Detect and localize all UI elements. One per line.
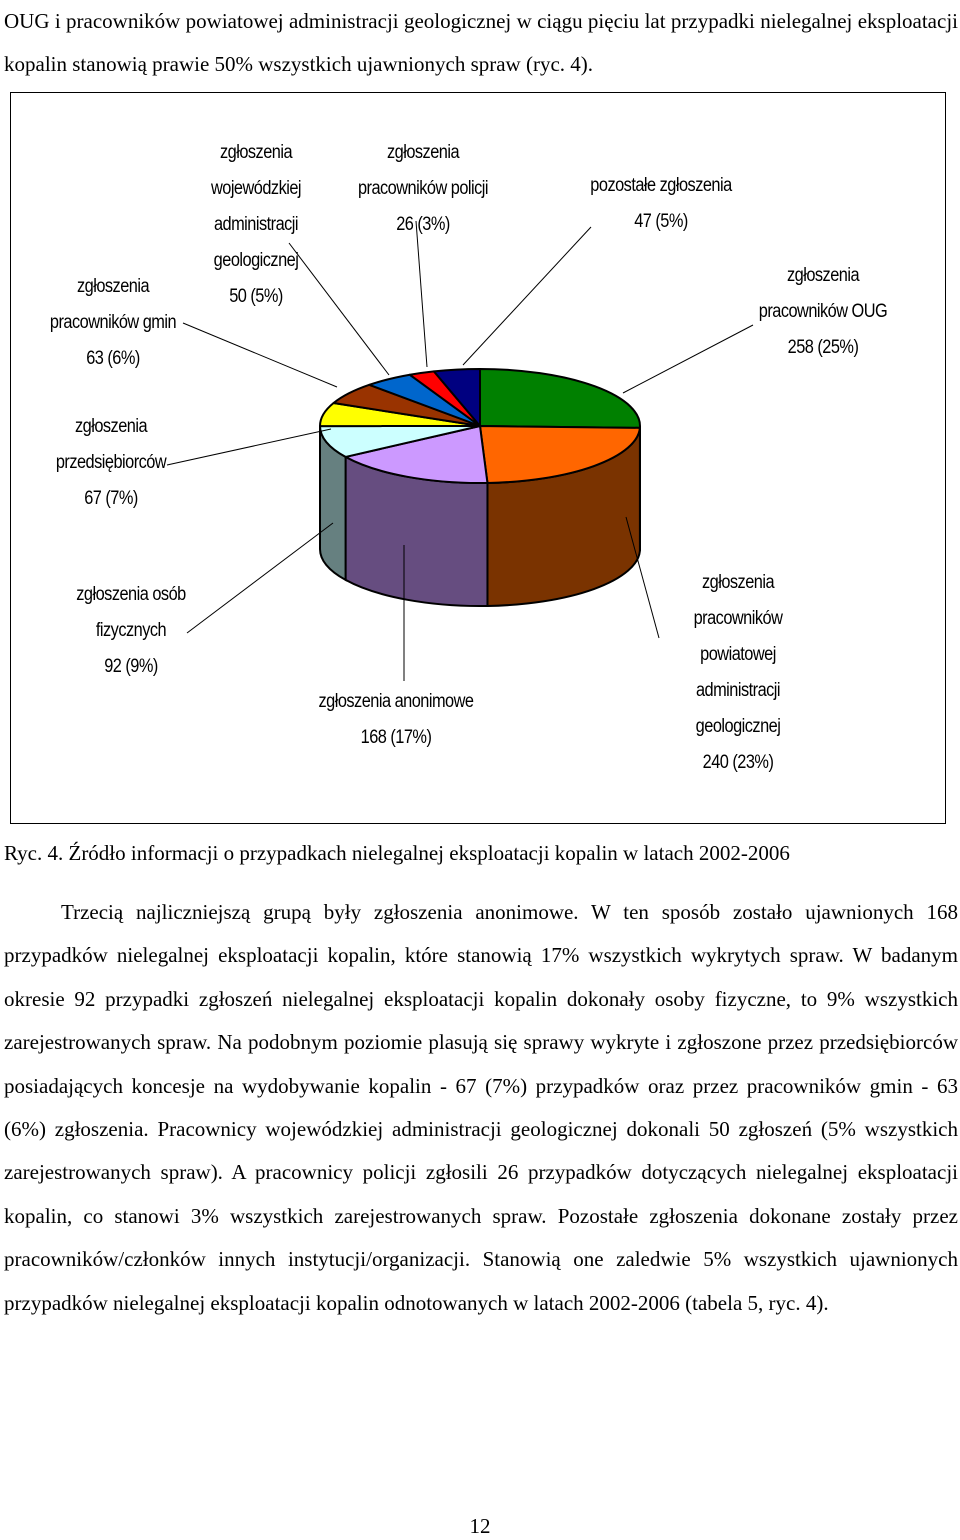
leader-line-fizyczne: [187, 523, 333, 633]
pie-label-line: zgłoszenia: [44, 269, 182, 305]
leader-line-pozostale: [463, 227, 591, 365]
pie-label-line: geologicznej: [200, 243, 312, 279]
pie-label-line: zgłoszenia osób: [62, 577, 200, 613]
pie-label-line: 63 (6%): [44, 341, 182, 377]
leader-line-powiat: [626, 517, 659, 638]
pie-label-line: 240 (23%): [674, 745, 803, 781]
pie-label-line: fizycznych: [62, 613, 200, 649]
pie-label-line: pracowników policji: [337, 171, 509, 207]
pie-label-line: 168 (17%): [306, 720, 487, 756]
pie-label-anonim: [306, 684, 487, 756]
pie-label-line: 26 (3%): [337, 207, 509, 243]
pie-label-fizyczne: [62, 577, 200, 685]
pie-label-line: 47 (5%): [571, 204, 752, 240]
pie-label-line: przedsiębiorców: [42, 445, 180, 481]
pie-label-pozostale: [571, 168, 752, 240]
pie-label-wojewodzka: [200, 135, 312, 315]
pie-label-line: 258 (25%): [737, 330, 909, 366]
pie-label-gminy: [44, 269, 182, 377]
figure-caption: Ryc. 4. Źródło informacji o przypadkach nielegalnej eksploatacji kopalin w latach 2002-2006: [4, 837, 958, 869]
pie-chart-frame: [10, 92, 946, 824]
page-number: 12: [0, 1512, 960, 1540]
pie-label-line: zgłoszenia anonimowe: [306, 684, 487, 720]
leader-line-przedsiebiorcy: [167, 429, 331, 465]
pie-label-line: administracji: [200, 207, 312, 243]
body-paragraph-text: Trzecią najliczniejszą grupą były zgłoszenia anonimowe. W ten sposób zostało ujawnionych 168 przypadków nielegalnej eksploatacji kopalin, które stanowią 17% wszystkich wykrytych spraw. W badanym okresie 92 przypadki zgłoszeń nielegalnej eksploatacji kopalin dokonały osoby fizyczne, to 9% wszystkich zarejestrowanych spraw. Na podobnym poziomie plasują się sprawy wykryte i zgłoszone przez przedsiębiorców posiadających koncesje na wydobywanie kopalin - 67 (7%) przypadków oraz przez pracowników gmin - 63 (6%) zgłoszenia. Pracownicy wojewódzkiej administracji geologicznej dokonali 50 zgłoszeń (5% wszystkich zarejestrowanych spraw). A pracownicy policji zgłosili 26 przypadków dotyczących nielegalnej eksploatacji kopalin, co stanowi 3% wszystkich zarejestrowanych spraw. Pozostałe zgłoszenia dokonane zostały przez pracowników/członków innych instytucji/organizacji. Stanowią one zaledwie 5% wszystkich ujawnionych przypadków nielegalnej eksploatacji kopalin odnotowanych w latach 2002-2006 (tabela 5, ryc. 4).: [4, 900, 958, 1315]
pie-label-przedsiebiorcy: [42, 409, 180, 517]
pie-label-line: zgłoszenia: [337, 135, 509, 171]
pie-label-line: pracowników: [674, 601, 803, 637]
pie-label-line: pracowników gmin: [44, 305, 182, 341]
pie-label-line: geologicznej: [674, 709, 803, 745]
pie-label-line: zgłoszenia: [200, 135, 312, 171]
pie-label-line: powiatowej: [674, 637, 803, 673]
pie-label-line: pracowników OUG: [737, 294, 909, 330]
leader-line-oug: [623, 325, 753, 393]
pie-label-policja: [337, 135, 509, 243]
pie-label-line: administracji: [674, 673, 803, 709]
pie-label-line: wojewódzkiej: [200, 171, 312, 207]
pie-label-line: zgłoszenia: [42, 409, 180, 445]
pie-slice-oug: [480, 369, 640, 428]
pie-label-line: zgłoszenia: [674, 565, 803, 601]
pie-label-line: 67 (7%): [42, 481, 180, 517]
pie-label-powiat: [674, 565, 803, 781]
body-paragraph: [4, 891, 958, 1325]
pie-label-oug: [737, 258, 909, 366]
intro-paragraph: OUG i pracowników powiatowej administracji geologicznej w ciągu pięciu lat przypadki nielegalnej eksploatacji kopalin stanowią prawie 50% wszystkich ujawnionych spraw (ryc. 4).: [4, 0, 958, 86]
pie-label-line: 50 (5%): [200, 279, 312, 315]
pie-label-line: 92 (9%): [62, 649, 200, 685]
pie-label-line: pozostałe zgłoszenia: [571, 168, 752, 204]
leader-line-gminy: [183, 323, 337, 387]
pie-label-line: zgłoszenia: [737, 258, 909, 294]
